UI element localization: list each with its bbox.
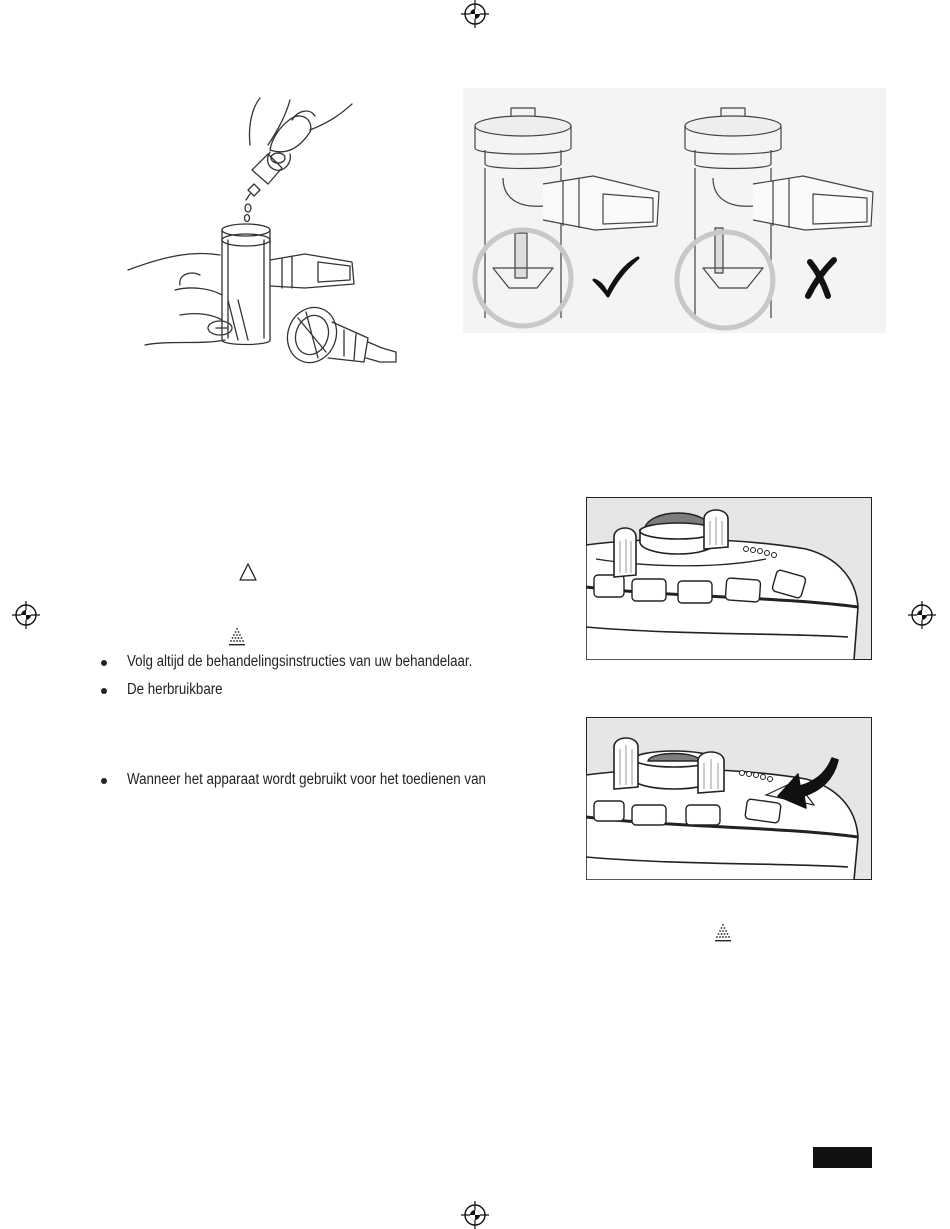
bullet-marker [101,778,107,784]
registration-mark-icon [461,0,489,28]
bullet-text-treatment-instructions: Volg altijd de behandelingsinstructies van uw behandelaar. [127,653,473,670]
nebulizer-top-illustration [586,497,872,660]
warning-triangle-icon [238,562,258,582]
page-number-tab [813,1147,872,1168]
nebulizer-symbol-icon [712,922,734,944]
registration-mark-icon [908,601,936,629]
registration-mark-icon [12,601,40,629]
registration-mark-icon [461,1201,489,1229]
check-mark-icon [590,256,640,298]
bullet-marker [101,688,107,694]
rotate-arrow-icon [776,756,842,814]
filling-nebulizer-illustration [120,90,420,380]
bullet-text-reusable: De herbruikbare [127,681,223,698]
cross-mark-icon [800,256,840,300]
bullet-marker [101,660,107,666]
bullet-text-device-use: Wanneer het apparaat wordt gebruikt voor het toedienen van [127,771,486,788]
nebulizer-symbol-icon [226,626,248,648]
